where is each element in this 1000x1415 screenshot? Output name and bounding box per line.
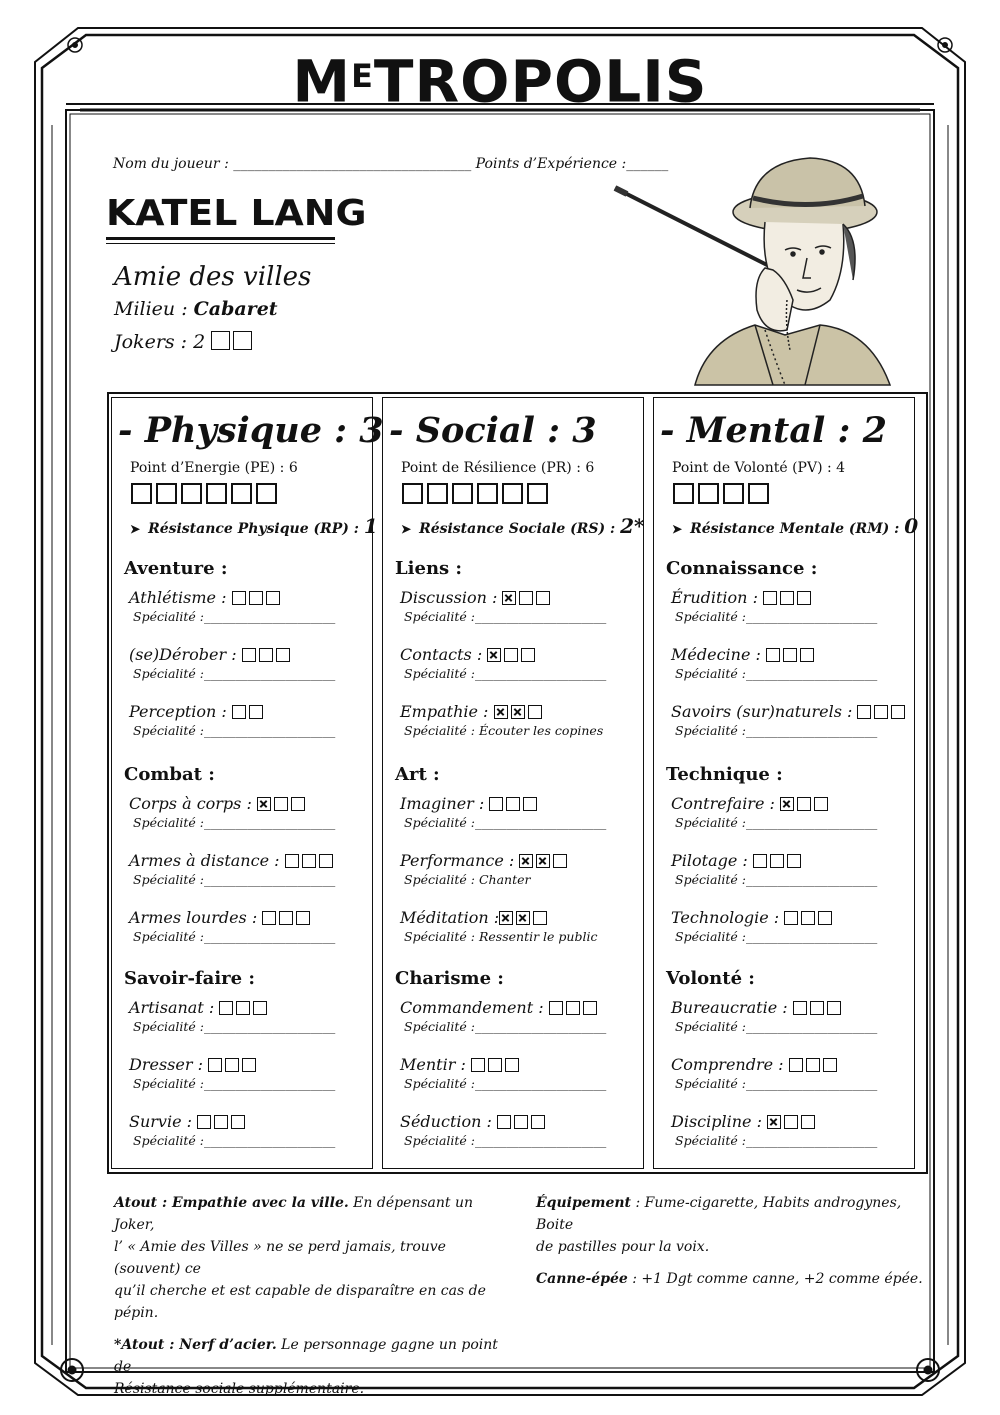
specialite-label: Spécialité : [404, 872, 476, 887]
resistance [672, 514, 918, 538]
group-title: Art : [395, 764, 440, 785]
specialite [133, 1133, 335, 1148]
points-boxes [131, 483, 281, 506]
jokers-value: 2 [193, 331, 206, 353]
skill-name: Empathie : [400, 702, 494, 721]
skill-checkbox[interactable] [827, 1001, 841, 1015]
specialite-field[interactable]: _____________________ [204, 1019, 336, 1034]
skill-checkbox[interactable] [519, 591, 533, 605]
group-title: Combat : [124, 764, 215, 785]
jokers: Jokers : 2 [114, 331, 255, 353]
resistance-label: Résistance Mentale (RM) : [690, 521, 905, 537]
skill-checkbox[interactable] [789, 1058, 803, 1072]
skill-row [671, 588, 814, 607]
specialite-field[interactable]: Chanter [475, 872, 531, 887]
point-checkbox[interactable] [256, 483, 277, 504]
skill-row [400, 1055, 522, 1074]
specialite [404, 666, 606, 681]
point-checkbox[interactable] [477, 483, 498, 504]
skill-name: Comprendre : [671, 1055, 789, 1074]
skill-row [129, 794, 308, 813]
skill-checkbox[interactable] [531, 1115, 545, 1129]
specialite-field[interactable]: _____________________ [204, 1133, 336, 1148]
skill-row [129, 998, 270, 1017]
resistance-value: 0 [904, 514, 919, 538]
skill-row [671, 1112, 818, 1131]
skill-checkbox[interactable] [259, 648, 273, 662]
group-title: Charisme : [395, 968, 504, 989]
skill-checkbox[interactable] [857, 705, 871, 719]
specialite [675, 723, 877, 738]
skill-checkbox[interactable] [506, 797, 520, 811]
skill-checkbox[interactable] [296, 911, 310, 925]
specialite-label: Spécialité : [133, 723, 205, 738]
skill-checkbox[interactable] [801, 911, 815, 925]
page-title: $M^ETROPOLIS$ [292, 47, 708, 116]
specialite-label: Spécialité : [133, 872, 205, 887]
skill-checkbox[interactable] [780, 797, 794, 811]
skill-name: Athlétisme : [129, 588, 232, 607]
skill-row [400, 588, 553, 607]
specialite-field[interactable]: _____________________ [475, 609, 607, 624]
specialite-field[interactable]: Ressentir le public [475, 929, 598, 944]
skill-checkbox[interactable] [499, 911, 513, 925]
skill-checkbox[interactable] [197, 1115, 211, 1129]
specialite-label: Spécialité : [404, 723, 476, 738]
character-name: KATEL LANG [106, 193, 367, 234]
skill-checkbox[interactable] [528, 705, 542, 719]
specialite-label: Spécialité : [133, 929, 205, 944]
skill-name: Perception : [129, 702, 232, 721]
skill-checkbox[interactable] [823, 1058, 837, 1072]
skill-row [129, 908, 313, 927]
skill-checkbox[interactable] [488, 1058, 502, 1072]
specialite [404, 1076, 606, 1091]
points-label: Point de Volonté (PV) : 4 [672, 460, 846, 476]
skill-name: Bureaucratie : [671, 998, 793, 1017]
skill-row [400, 908, 550, 927]
skill-checkbox[interactable] [797, 797, 811, 811]
player-label: Nom du joueur : [113, 156, 234, 172]
specialite-field[interactable]: _____________________ [204, 609, 336, 624]
skill-row [129, 851, 336, 870]
specialite-label: Spécialité : [404, 1133, 476, 1148]
specialite-field[interactable]: _____________________ [475, 1076, 607, 1091]
point-checkbox[interactable] [748, 483, 769, 504]
skill-checkbox[interactable] [766, 648, 780, 662]
skill-checkbox[interactable] [800, 648, 814, 662]
skill-checkbox[interactable] [770, 854, 784, 868]
skill-checkbox[interactable] [279, 911, 293, 925]
point-checkbox[interactable] [131, 483, 152, 504]
skill-checkbox[interactable] [266, 591, 280, 605]
specialite-label: Spécialité : [675, 872, 747, 887]
skill-checkbox[interactable] [497, 1115, 511, 1129]
specialite [133, 929, 335, 944]
skill-name: Technologie : [671, 908, 785, 927]
specialite [404, 723, 603, 738]
arrow-icon: ➤ [401, 522, 412, 536]
skill-checkbox[interactable] [487, 648, 501, 662]
specialite-field[interactable]: _____________________ [746, 815, 878, 830]
point-checkbox[interactable] [452, 483, 473, 504]
group-title: Volonté : [666, 968, 755, 989]
skill-row [129, 645, 293, 664]
specialite [133, 666, 335, 681]
specialite-label: Spécialité : [675, 723, 747, 738]
skill-checkbox[interactable] [566, 1001, 580, 1015]
specialite-field[interactable]: _____________________ [475, 815, 607, 830]
specialite-field[interactable]: _____________________ [204, 723, 336, 738]
skill-checkbox[interactable] [874, 705, 888, 719]
specialite [675, 815, 877, 830]
skill-checkbox[interactable] [797, 591, 811, 605]
skill-checkbox[interactable] [814, 797, 828, 811]
specialite-field[interactable]: _____________________ [746, 1019, 878, 1034]
specialite-field[interactable]: _____________________ [746, 1076, 878, 1091]
skill-row [671, 645, 817, 664]
skill-checkbox[interactable] [521, 648, 535, 662]
specialite [675, 1133, 877, 1148]
specialite [675, 872, 877, 887]
skill-checkbox[interactable] [291, 797, 305, 811]
specialite-field[interactable]: _____________________ [204, 1076, 336, 1091]
specialite-label: Spécialité : [675, 666, 747, 681]
specialite-label: Spécialité : [404, 929, 476, 944]
point-checkbox[interactable] [156, 483, 177, 504]
specialite [133, 815, 335, 830]
column-mental [653, 397, 919, 1169]
specialite [404, 929, 597, 944]
jokers-boxes [211, 331, 255, 353]
skill-name: Dresser : [129, 1055, 209, 1074]
skill-checkbox[interactable] [810, 1001, 824, 1015]
skill-row [400, 794, 540, 813]
group-title: Savoir-faire : [124, 968, 256, 989]
point-checkbox[interactable] [527, 483, 548, 504]
equipement: Équipement : Fume-cigarette, Habits androgynes, Boite de pastilles pour la voix. Canne-épée : +1 Dgt comme canne, +2 comme épée. [536, 1195, 923, 1287]
skill-checkbox[interactable] [549, 1001, 563, 1015]
specialite [133, 872, 335, 887]
skill-checkbox[interactable] [231, 1115, 245, 1129]
skill-checkbox[interactable] [232, 591, 246, 605]
skill-name: Discipline : [671, 1112, 768, 1131]
specialite [404, 1133, 606, 1148]
resistance-label: Résistance Sociale (RS) : [419, 521, 621, 537]
skill-row [129, 702, 266, 721]
skill-checkbox[interactable] [502, 591, 516, 605]
skill-name: Corps à corps : [129, 794, 257, 813]
column-heading: - Mental : 2 [660, 410, 887, 451]
specialite-field[interactable]: _____________________ [475, 1019, 607, 1034]
skill-checkbox[interactable] [489, 797, 503, 811]
skill-checkbox[interactable] [236, 1001, 250, 1015]
skill-row [400, 1112, 548, 1131]
skill-row [671, 794, 831, 813]
points-label: Point de Résilience (PR) : 6 [401, 460, 595, 476]
skill-checkbox[interactable] [302, 854, 316, 868]
skill-checkbox[interactable] [253, 1001, 267, 1015]
skill-checkbox[interactable] [806, 1058, 820, 1072]
skill-checkbox[interactable] [249, 705, 263, 719]
name-underline [106, 237, 335, 240]
specialite-label: Spécialité : [675, 815, 747, 830]
point-checkbox[interactable] [502, 483, 523, 504]
specialite [133, 1076, 335, 1091]
specialite-label: Spécialité : [675, 1019, 747, 1034]
skill-name: Armes à distance : [129, 851, 285, 870]
specialite-field[interactable]: _____________________ [204, 872, 336, 887]
skill-checkbox[interactable] [553, 854, 567, 868]
skill-row [129, 1112, 248, 1131]
specialite-field[interactable]: _____________________ [746, 929, 878, 944]
specialite-field[interactable]: _____________________ [746, 1133, 878, 1148]
skill-name: Survie : [129, 1112, 198, 1131]
skill-name: Imaginer : [400, 794, 490, 813]
specialite-label: Spécialité : [133, 1133, 205, 1148]
skill-name: Discussion : [400, 588, 503, 607]
skill-checkbox[interactable] [783, 648, 797, 662]
skill-checkbox[interactable] [242, 648, 256, 662]
milieu: Milieu : Cabaret [114, 298, 278, 320]
specialite-field[interactable]: _____________________ [746, 609, 878, 624]
specialite [133, 1019, 335, 1034]
specialite [675, 1019, 877, 1034]
skill-checkbox[interactable] [753, 854, 767, 868]
skill-checkbox[interactable] [219, 1001, 233, 1015]
skill-row [400, 702, 545, 721]
skill-row [671, 1055, 840, 1074]
specialite-field[interactable]: _____________________ [475, 666, 607, 681]
skill-row [671, 908, 835, 927]
skill-checkbox[interactable] [514, 1115, 528, 1129]
skill-checkbox[interactable] [242, 1058, 256, 1072]
specialite-field[interactable]: _____________________ [746, 723, 878, 738]
skill-checkbox[interactable] [519, 854, 533, 868]
skill-name: Performance : [400, 851, 520, 870]
column-heading: - Physique : 3 [118, 410, 384, 451]
specialite-label: Spécialité : [675, 1133, 747, 1148]
skill-checkbox[interactable] [262, 911, 276, 925]
point-checkbox[interactable] [206, 483, 227, 504]
specialite-label: Spécialité : [404, 609, 476, 624]
points-boxes [673, 483, 773, 506]
skill-checkbox[interactable] [523, 797, 537, 811]
skill-checkbox[interactable] [787, 854, 801, 868]
skill-name: Savoirs (sur)naturels : [671, 702, 858, 721]
skill-checkbox[interactable] [511, 705, 525, 719]
specialite [404, 609, 606, 624]
group-title: Connaissance : [666, 558, 818, 579]
specialite-field[interactable]: _____________________ [204, 815, 336, 830]
skill-name: (se)Dérober : [129, 645, 242, 664]
joker-checkbox[interactable] [233, 331, 252, 350]
specialite-label: Spécialité : [404, 1019, 476, 1034]
skill-checkbox[interactable] [767, 1115, 781, 1129]
specialite [133, 723, 335, 738]
skill-checkbox[interactable] [891, 705, 905, 719]
skill-name: Contacts : [400, 645, 488, 664]
resistance-value: 2* [620, 514, 645, 538]
specialite-label: Spécialité : [675, 929, 747, 944]
player-name-field[interactable]: __________________________________ [233, 156, 472, 172]
skill-checkbox[interactable] [249, 591, 263, 605]
points-boxes [402, 483, 552, 506]
specialite [675, 609, 877, 624]
skill-checkbox[interactable] [225, 1058, 239, 1072]
point-checkbox[interactable] [427, 483, 448, 504]
specialite-label: Spécialité : [404, 1076, 476, 1091]
resistance-label: Résistance Physique (RP) : [148, 521, 364, 537]
specialite-field[interactable]: _____________________ [746, 666, 878, 681]
specialite-field[interactable]: _____________________ [204, 929, 336, 944]
specialite-field[interactable]: _____________________ [204, 666, 336, 681]
character-portrait [615, 150, 915, 385]
specialite [404, 872, 531, 887]
skill-checkbox[interactable] [536, 591, 550, 605]
skill-checkbox[interactable] [784, 911, 798, 925]
skill-row [671, 851, 804, 870]
xp-field[interactable]: ______ [626, 156, 669, 172]
skill-row [400, 851, 570, 870]
point-checkbox[interactable] [673, 483, 694, 504]
skill-name: Pilotage : [671, 851, 753, 870]
skill-checkbox[interactable] [763, 591, 777, 605]
specialite-label: Spécialité : [133, 666, 205, 681]
skill-name: Armes lourdes : [129, 908, 263, 927]
specialite-label: Spécialité : [133, 609, 205, 624]
skill-checkbox[interactable] [257, 797, 271, 811]
skill-checkbox[interactable] [504, 648, 518, 662]
skill-checkbox[interactable] [533, 911, 547, 925]
skill-checkbox[interactable] [214, 1115, 228, 1129]
specialite-label: Spécialité : [675, 1076, 747, 1091]
skill-checkbox[interactable] [471, 1058, 485, 1072]
column-heading: - Social : 3 [389, 410, 597, 451]
specialite-label: Spécialité : [133, 815, 205, 830]
specialite-field[interactable]: _____________________ [746, 872, 878, 887]
points-label: Point d’Energie (PE) : 6 [130, 460, 298, 476]
skill-row [400, 998, 600, 1017]
skill-name: Mentir : [400, 1055, 471, 1074]
atout-empathie: Atout : Empathie avec la ville. En dépensant un Joker, l’ « Amie des Villes » ne se perd jamais, trouve (souvent) ce qu’il cherche et est capable de disparaître en cas de pépin. *Atout : Nerf d’acier. Le personnage gagne un point de Résistance sociale supplémentaire. [114, 1195, 498, 1397]
specialite [404, 1019, 606, 1034]
milieu-value: Cabaret [193, 298, 278, 320]
specialite [675, 929, 877, 944]
skill-checkbox[interactable] [208, 1058, 222, 1072]
group-title: Liens : [395, 558, 463, 579]
skill-checkbox[interactable] [276, 648, 290, 662]
resistance [401, 514, 644, 538]
specialite-label: Spécialité : [675, 609, 747, 624]
column-social [382, 397, 644, 1169]
skill-name: Méditation : [400, 908, 500, 927]
column-physique [111, 397, 384, 1169]
skill-row [129, 1055, 259, 1074]
xp-label: Points d’Expérience : [471, 156, 627, 172]
group-title: Technique : [666, 764, 783, 785]
skill-checkbox[interactable] [516, 911, 530, 925]
skill-checkbox[interactable] [818, 911, 832, 925]
resistance [130, 514, 378, 538]
skill-checkbox[interactable] [784, 1115, 798, 1129]
skill-checkbox[interactable] [319, 854, 333, 868]
point-checkbox[interactable] [231, 483, 252, 504]
skill-row [671, 702, 908, 721]
skill-checkbox[interactable] [494, 705, 508, 719]
name-underline-thin [106, 243, 335, 244]
skill-row [129, 588, 283, 607]
archetype: Amie des villes [114, 262, 312, 292]
point-checkbox[interactable] [181, 483, 202, 504]
arrow-icon: ➤ [130, 522, 141, 536]
skill-name: Médecine : [671, 645, 766, 664]
skill-checkbox[interactable] [505, 1058, 519, 1072]
specialite [404, 815, 606, 830]
specialite-field[interactable]: Écouter les copines [475, 723, 604, 738]
skill-checkbox[interactable] [536, 854, 550, 868]
skill-checkbox[interactable] [801, 1115, 815, 1129]
specialite-label: Spécialité : [133, 1076, 205, 1091]
skill-name: Artisanat : [129, 998, 220, 1017]
point-checkbox[interactable] [723, 483, 744, 504]
point-checkbox[interactable] [402, 483, 423, 504]
skill-checkbox[interactable] [780, 591, 794, 605]
specialite-label: Spécialité : [404, 666, 476, 681]
specialite [675, 1076, 877, 1091]
resistance-value: 1 [363, 514, 378, 538]
skill-checkbox[interactable] [274, 797, 288, 811]
specialite-label: Spécialité : [133, 1019, 205, 1034]
specialite [133, 609, 335, 624]
specialite-field[interactable]: _____________________ [475, 1133, 607, 1148]
skill-name: Séduction : [400, 1112, 497, 1131]
skill-checkbox[interactable] [583, 1001, 597, 1015]
group-title: Aventure : [124, 558, 228, 579]
point-checkbox[interactable] [698, 483, 719, 504]
skill-checkbox[interactable] [232, 705, 246, 719]
specialite-label: Spécialité : [404, 815, 476, 830]
skill-checkbox[interactable] [793, 1001, 807, 1015]
player-line [113, 156, 668, 172]
skill-checkbox[interactable] [285, 854, 299, 868]
skill-name: Commandement : [400, 998, 549, 1017]
skill-name: Érudition : [671, 588, 764, 607]
skill-row [400, 645, 538, 664]
joker-checkbox[interactable] [211, 331, 230, 350]
skill-name: Contrefaire : [671, 794, 780, 813]
arrow-icon: ➤ [672, 522, 683, 536]
specialite [675, 666, 877, 681]
skill-row [671, 998, 844, 1017]
